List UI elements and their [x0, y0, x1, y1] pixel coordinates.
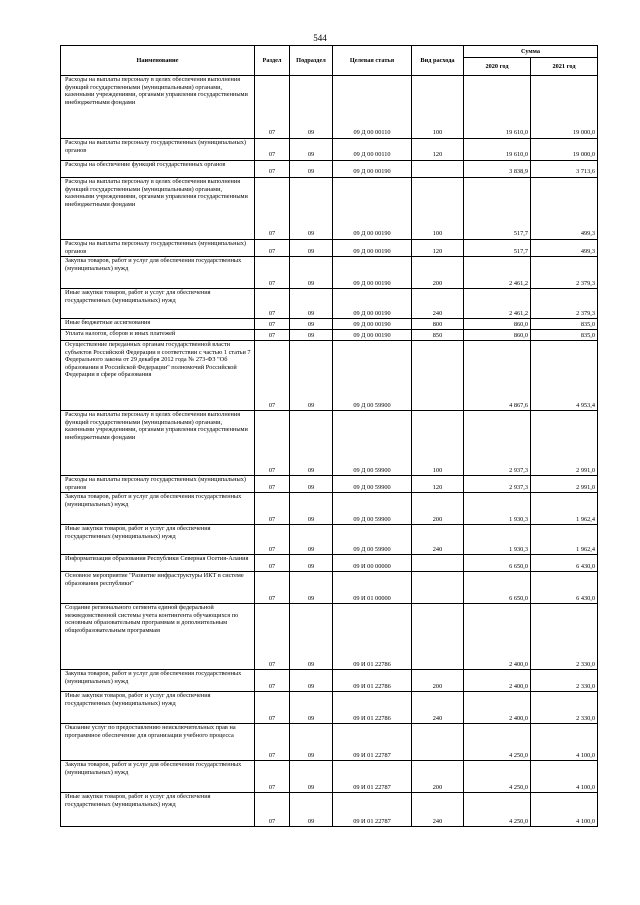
- cell-name: Расходы на выплаты персоналу в целях обеспечения выполнения функций государственными (муниципальными) органами, казенными учреждениями, органами управления государственными внебюджетными фондами: [61, 178, 255, 240]
- cell-expense-type: [412, 724, 464, 761]
- cell-value-2021: 835,0: [531, 319, 598, 330]
- cell-subsection: 09: [290, 724, 333, 761]
- cell-target: 09 И 01 00000: [333, 572, 412, 604]
- cell-value-2020: 6 650,0: [464, 555, 531, 572]
- table-row: [61, 257, 598, 289]
- cell-subsection: 09: [290, 341, 333, 411]
- cell-subsection: 09: [290, 411, 333, 476]
- cell-value-2020: 860,0: [464, 330, 531, 341]
- cell-section: 07: [255, 670, 290, 692]
- cell-name: Оказание услуг по предоставлению неисключительных прав на программное обеспечение для организации учебного процесса: [61, 724, 255, 761]
- header-section: Раздел: [255, 46, 290, 76]
- cell-target: 09 Д 00 00190: [333, 178, 412, 240]
- cell-value-2021: 6 430,0: [531, 555, 598, 572]
- cell-value-2020: 19 610,0: [464, 76, 531, 139]
- cell-expense-type: 100: [412, 178, 464, 240]
- cell-subsection: 09: [290, 161, 333, 178]
- cell-subsection: 09: [290, 555, 333, 572]
- cell-target: 09 Д 00 00190: [333, 319, 412, 330]
- header-name: Наименование: [61, 46, 255, 76]
- cell-value-2020: 2 937,3: [464, 411, 531, 476]
- cell-value-2020: 4 250,0: [464, 793, 531, 827]
- cell-expense-type: 120: [412, 139, 464, 161]
- cell-value-2020: 2 400,0: [464, 604, 531, 670]
- cell-value-2021: 19 000,0: [531, 139, 598, 161]
- table-row: [61, 604, 598, 670]
- cell-name: Закупка товаров, работ и услуг для обеспечения государственных (муниципальных) нужд: [61, 761, 255, 793]
- cell-target: 09 Д 00 59900: [333, 411, 412, 476]
- cell-target: 09 И 00 00000: [333, 555, 412, 572]
- cell-value-2021: 4 953,4: [531, 341, 598, 411]
- cell-name: Основное мероприятие "Развитие инфраструктуры ИКТ в системе образования республики": [61, 572, 255, 604]
- table-row: [61, 76, 598, 139]
- cell-name: Осуществление переданных органам государственной власти субъектов Российской Федерации в соответствии с частью 1 статьи 7 Федерального закона от 29 декабря 2012 года № 273-ФЗ "Об образовании в Российской Федерации" полномочий Российской Федерации в сфере образования: [61, 341, 255, 411]
- cell-name: Закупка товаров, работ и услуг для обеспечения государственных (муниципальных) нужд: [61, 257, 255, 289]
- cell-value-2020: 1 930,3: [464, 525, 531, 555]
- cell-value-2020: 4 867,6: [464, 341, 531, 411]
- table-row: [61, 572, 598, 604]
- cell-subsection: 09: [290, 330, 333, 341]
- cell-value-2020: 2 461,2: [464, 289, 531, 319]
- cell-name: Иные закупки товаров, работ и услуг для обеспечения государственных (муниципальных) нужд: [61, 289, 255, 319]
- cell-expense-type: 100: [412, 411, 464, 476]
- cell-expense-type: [412, 555, 464, 572]
- cell-expense-type: 120: [412, 240, 464, 257]
- cell-value-2020: 19 610,0: [464, 139, 531, 161]
- cell-expense-type: [412, 161, 464, 178]
- cell-value-2020: 860,0: [464, 319, 531, 330]
- cell-target: 09 Д 00 00110: [333, 139, 412, 161]
- cell-value-2020: 1 930,3: [464, 493, 531, 525]
- cell-value-2020: 4 250,0: [464, 761, 531, 793]
- cell-subsection: 09: [290, 476, 333, 493]
- cell-target: 09 И 01 22787: [333, 793, 412, 827]
- cell-target: 09 И 01 22787: [333, 761, 412, 793]
- cell-expense-type: 200: [412, 257, 464, 289]
- cell-name: Создание регионального сегмента единой федеральной межведомственной системы учета контингента обучающихся по основным образовательным программам и дополнительным общеобразовательным программам: [61, 604, 255, 670]
- cell-name: Расходы на выплаты персоналу государственных (муниципальных) органов: [61, 240, 255, 257]
- header-2020: 2020 год: [464, 58, 531, 76]
- table-row: [61, 319, 598, 330]
- table-row: [61, 178, 598, 240]
- cell-value-2021: 4 100,0: [531, 761, 598, 793]
- table-row: [61, 555, 598, 572]
- cell-target: 09 Д 00 59900: [333, 525, 412, 555]
- table-row: [61, 793, 598, 827]
- cell-section: 07: [255, 289, 290, 319]
- cell-section: 07: [255, 493, 290, 525]
- cell-value-2020: 2 400,0: [464, 692, 531, 724]
- cell-subsection: 09: [290, 178, 333, 240]
- cell-name: Расходы на выплаты персоналу государственных (муниципальных) органов: [61, 476, 255, 493]
- cell-value-2020: 6 650,0: [464, 572, 531, 604]
- cell-subsection: 09: [290, 493, 333, 525]
- cell-value-2021: 19 000,0: [531, 76, 598, 139]
- table-row: [61, 139, 598, 161]
- header-expense-type: Вид расхода: [412, 46, 464, 76]
- cell-expense-type: 100: [412, 76, 464, 139]
- cell-value-2021: 2 330,0: [531, 604, 598, 670]
- table-row: [61, 161, 598, 178]
- cell-section: 07: [255, 692, 290, 724]
- cell-target: 09 И 01 22787: [333, 724, 412, 761]
- cell-section: 07: [255, 761, 290, 793]
- cell-value-2020: 517,7: [464, 240, 531, 257]
- table-row: [61, 289, 598, 319]
- cell-value-2021: 1 962,4: [531, 525, 598, 555]
- cell-section: 07: [255, 330, 290, 341]
- cell-section: 07: [255, 76, 290, 139]
- cell-expense-type: [412, 341, 464, 411]
- cell-expense-type: 240: [412, 289, 464, 319]
- cell-name: Иные закупки товаров, работ и услуг для обеспечения государственных (муниципальных) нужд: [61, 793, 255, 827]
- cell-subsection: 09: [290, 289, 333, 319]
- cell-value-2020: 2 400,0: [464, 670, 531, 692]
- cell-subsection: 09: [290, 761, 333, 793]
- cell-subsection: 09: [290, 139, 333, 161]
- cell-value-2021: 1 962,4: [531, 493, 598, 525]
- cell-value-2021: 2 991,0: [531, 411, 598, 476]
- cell-value-2021: 4 100,0: [531, 793, 598, 827]
- cell-subsection: 09: [290, 692, 333, 724]
- cell-expense-type: [412, 572, 464, 604]
- table-row: [61, 692, 598, 724]
- cell-section: 07: [255, 240, 290, 257]
- cell-value-2020: 3 838,9: [464, 161, 531, 178]
- cell-subsection: 09: [290, 525, 333, 555]
- cell-name: Информатизация образования Республики Северная Осетия-Алания: [61, 555, 255, 572]
- cell-subsection: 09: [290, 76, 333, 139]
- cell-section: 07: [255, 319, 290, 330]
- cell-expense-type: 200: [412, 670, 464, 692]
- cell-value-2020: 2 461,2: [464, 257, 531, 289]
- cell-name: Расходы на обеспечение функций государственных органов: [61, 161, 255, 178]
- cell-section: 07: [255, 341, 290, 411]
- cell-subsection: 09: [290, 604, 333, 670]
- cell-target: 09 И 01 22786: [333, 692, 412, 724]
- cell-section: 07: [255, 555, 290, 572]
- header-target: Целевая статья: [333, 46, 412, 76]
- cell-name: Иные закупки товаров, работ и услуг для обеспечения государственных (муниципальных) нужд: [61, 692, 255, 724]
- budget-table: [60, 45, 598, 827]
- cell-section: 07: [255, 476, 290, 493]
- cell-value-2021: 499,3: [531, 240, 598, 257]
- cell-name: Расходы на выплаты персоналу в целях обеспечения выполнения функций государственными (муниципальными) органами, казенными учреждениями, органами управления государственными внебюджетными фондами: [61, 411, 255, 476]
- cell-value-2021: 3 713,6: [531, 161, 598, 178]
- table-row: [61, 525, 598, 555]
- cell-target: 09 Д 00 59900: [333, 493, 412, 525]
- cell-section: 07: [255, 572, 290, 604]
- cell-section: 07: [255, 604, 290, 670]
- table-row: [61, 476, 598, 493]
- table-row: [61, 411, 598, 476]
- cell-section: 07: [255, 793, 290, 827]
- table-row: [61, 330, 598, 341]
- cell-expense-type: 200: [412, 493, 464, 525]
- cell-expense-type: [412, 604, 464, 670]
- cell-value-2021: 499,3: [531, 178, 598, 240]
- cell-name: Иные закупки товаров, работ и услуг для обеспечения государственных (муниципальных) нужд: [61, 525, 255, 555]
- cell-target: 09 Д 00 59900: [333, 341, 412, 411]
- table-row: [61, 493, 598, 525]
- table-row: [61, 240, 598, 257]
- cell-section: 07: [255, 525, 290, 555]
- cell-target: 09 И 01 22786: [333, 604, 412, 670]
- cell-name: Закупка товаров, работ и услуг для обеспечения государственных (муниципальных) нужд: [61, 493, 255, 525]
- cell-expense-type: 200: [412, 761, 464, 793]
- cell-value-2021: 2 379,3: [531, 289, 598, 319]
- cell-value-2020: 2 937,3: [464, 476, 531, 493]
- cell-value-2021: 6 430,0: [531, 572, 598, 604]
- cell-section: 07: [255, 161, 290, 178]
- cell-target: 09 Д 00 00190: [333, 330, 412, 341]
- table-row: [61, 670, 598, 692]
- cell-value-2021: 4 100,0: [531, 724, 598, 761]
- cell-value-2021: 835,0: [531, 330, 598, 341]
- header-2021: 2021 год: [531, 58, 598, 76]
- cell-section: 07: [255, 724, 290, 761]
- cell-subsection: 09: [290, 793, 333, 827]
- cell-name: Уплата налогов, сборов и иных платежей: [61, 330, 255, 341]
- table-row: [61, 761, 598, 793]
- table-row: [61, 724, 598, 761]
- cell-expense-type: 850: [412, 330, 464, 341]
- cell-section: 07: [255, 139, 290, 161]
- cell-expense-type: 800: [412, 319, 464, 330]
- cell-value-2021: 2 330,0: [531, 670, 598, 692]
- cell-target: 09 Д 00 00190: [333, 161, 412, 178]
- cell-subsection: 09: [290, 319, 333, 330]
- cell-target: 09 Д 00 00190: [333, 289, 412, 319]
- cell-name: Иные бюджетные ассигнования: [61, 319, 255, 330]
- cell-subsection: 09: [290, 240, 333, 257]
- cell-subsection: 09: [290, 572, 333, 604]
- cell-target: 09 Д 00 00110: [333, 76, 412, 139]
- cell-section: 07: [255, 257, 290, 289]
- cell-expense-type: 120: [412, 476, 464, 493]
- header-subsection: Подраздел: [290, 46, 333, 76]
- cell-subsection: 09: [290, 257, 333, 289]
- page-number: 544: [313, 33, 327, 43]
- cell-value-2020: 4 250,0: [464, 724, 531, 761]
- cell-name: Закупка товаров, работ и услуг для обеспечения государственных (муниципальных) нужд: [61, 670, 255, 692]
- cell-expense-type: 240: [412, 793, 464, 827]
- cell-expense-type: 240: [412, 692, 464, 724]
- cell-name: Расходы на выплаты персоналу в целях обеспечения выполнения функций государственными (муниципальными) органами, казенными учреждениями, органами управления государственными внебюджетными фондами: [61, 76, 255, 139]
- cell-value-2021: 2 379,3: [531, 257, 598, 289]
- cell-target: 09 Д 00 00190: [333, 240, 412, 257]
- cell-section: 07: [255, 178, 290, 240]
- cell-target: 09 Д 00 00190: [333, 257, 412, 289]
- cell-value-2021: 2 991,0: [531, 476, 598, 493]
- cell-subsection: 09: [290, 670, 333, 692]
- cell-value-2020: 517,7: [464, 178, 531, 240]
- header-sum: Сумма: [464, 46, 598, 58]
- cell-section: 07: [255, 411, 290, 476]
- cell-expense-type: 240: [412, 525, 464, 555]
- cell-name: Расходы на выплаты персоналу государственных (муниципальных) органов: [61, 139, 255, 161]
- table-row: [61, 341, 598, 411]
- cell-target: 09 Д 00 59900: [333, 476, 412, 493]
- cell-value-2021: 2 330,0: [531, 692, 598, 724]
- cell-target: 09 И 01 22786: [333, 670, 412, 692]
